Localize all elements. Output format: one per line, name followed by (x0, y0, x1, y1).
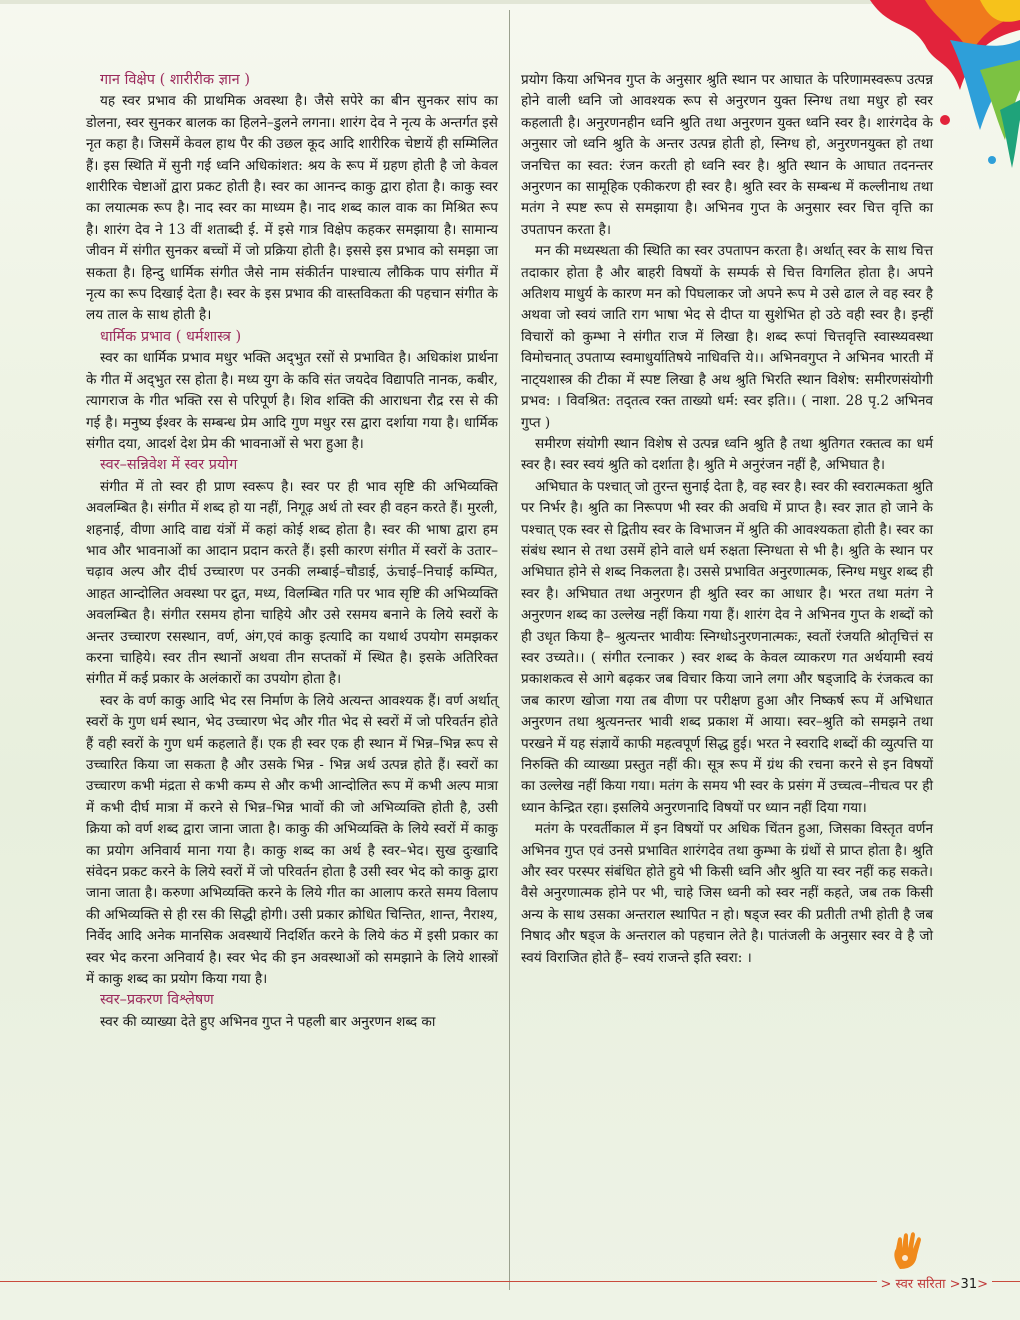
section-heading: स्वर–सन्निवेश में स्वर प्रयोग (100, 457, 238, 474)
paragraph: अभिघात के पश्चात् जो तुरन्त सुनाई देता है, वह स्वर है। स्वर की स्वरात्मकता श्रुति पर निर्भर है। श्रुति का निरूपण भी स्वर की अवधि में प्राप्त है। स्वर ज्ञात हो जाने के पश्चात् एक स्वर से द्वितीय स्वर के विभाजन में श्रुति की आवश्यकता होती है। स्वर का संबंध स्थान से तथा उसमें होने वाले धर्म रुक्षता स्निग्धता से भी है। श्रुति के स्थान पर अभिघात होने से शब्द निकलता है। उससे प्रभावित अनुरणात्मक, स्निग्ध मधुर शब्द ही स्वर है। अभिघात तथा अनुरणन ही श्रुति स्वर का आधार है। भरत तथा मतंग ने अनुरणन शब्द का उल्लेख नहीं किया गया हैं। शारंग देव ने अभिनव गुप्त के शब्दों को ही उधृत किया है– श्रुत्यन्तर भावीयः स्निग्धोऽनुरणनात्मकः, स्वतों रंजयति श्रोतृचित्तं स स्वर उच्यते।। ( संगीत रत्नाकर ) स्वर शब्द के केवल व्याकरण गत अर्थयामी स्वयं प्रकाशकत्व से आगे बढ़कर जब विचार किया जाने लगा और षड्‌जादि के रंजकत्व का जब कारण खोजा गया तब वीणा पर परीक्षण हुआ और निष्कर्ष रूप में अभिधात अनुरणन तथा श्रुत्यनन्तर भावी शब्द प्रकाश में आया। स्वर–श्रुति को समझने तथा परखने में यह संज्ञायें काफी महत्वपूर्ण सिद्ध हुई। भरत ने स्वरादि शब्दों की व्युत्पत्ति या निरुक्ति की व्याख्या प्रस्तुत नहीं की। सूत्र रूप में ग्रंथ की रचना करने से इन विषयों का उल्लेख नहीं किया गया। मतंग के समय भी स्वर के प्रसंग में उच्चत्व–नीचत्व पर ही ध्यान केन्द्रित रहा। इसलिये अनुरणनादि विषयों पर ध्यान नहीं दिया गया। (521, 478, 933, 816)
section-heading: धार्मिक प्रभाव ( धर्मशास्त्र ) (100, 328, 242, 345)
paragraph: स्वर का धार्मिक प्रभाव मधुर भक्ति अद्‌भुत रसों से प्रभावित है। अधिकांश प्रार्थना के गीत में अद्‌भुत रस होता है। मध्य युग के कवि संत जयदेव विद्यापति नानक, कबीर, त्यागराज के गीत भक्ति रस से परिपूर्ण है। शिव शक्ति की आराधना रौद्र रस से की गई है। मनुष्य ईश्वर के सम्बन्ध प्रेम आदि गुण मधुर रस द्वारा दर्शाया गया है। धार्मिक संगीत दया, आदर्श देश प्रेम की भावनाओं से भरा हुआ है। (86, 350, 498, 452)
column-divider (509, 10, 510, 1290)
paragraph: मन की मध्यस्थता की स्थिति का स्वर उपतापन करता है। अर्थात् स्वर के साथ चित्त तदाकार होता है और बाहरी विषयों के सम्पर्क से चित्त विगलित होता है। अपने अतिशय माधुर्य के कारण मन को पिघलाकर जो अपने रूप मे उसे ढाल ले वह स्वर है अथवा जो स्वयं जाति राग भाषा भेद से दीप्त या सुशेभित हो उठे वही स्वर है। इन्हीं विचारों को कुम्भा ने संगीत राज में लिखा है। शब्द रूपां चित्तवृत्ति स्वास्थ्यवस्था विमोचनात् उपताप्य स्वमाधुर्यातिषये नाधिवत्ति ये।। अभिनवगुप्त ने अभिनव भारती में नाट्‌यशास्त्र की टीका में स्पष्ट लिखा है अथ श्रुति भिरति स्थान विशेष: समीरणसंयोगी प्रभव: । विवश्रित: तद्‌तत्व रक्त ताख्यो धर्म: स्वर इति।। ( नाशा. 28 पृ.2 अभिनव गुप्त ) (521, 243, 933, 431)
paragraph: स्वर की व्याख्या देते हुए अभिनव गुप्त ने पहली बार अनुरणन शब्द का (100, 1013, 436, 1030)
section-heading: स्वर–प्रकरण विश्लेषण (100, 992, 214, 1009)
footer-end-mark: > (977, 1277, 988, 1292)
magazine-name: > स्वर सरिता > (880, 1277, 961, 1292)
paragraph: संगीत में तो स्वर ही प्राण स्वरूप है। स्वर पर ही भाव सृष्टि की अभिव्यक्ति अवलम्बित है। संगीत में शब्द हो या नहीं, निगूढ़ अर्थ तो स्वर ही वहन करते हैं। मुरली, शहनाई, वीणा आदि वाद्य यंत्रों में कहां कोई शब्द होता है। स्वर की भाषा द्वारा हम भाव और भावनाओं का आदान प्रदान करते हैं। इसी कारण संगीत में स्वरों के उतार–चढ़ाव अल्प और दीर्घ उच्चारण पर उनकी लम्बाई–चौडाई, ऊंचाई–निचाई कम्पित, आहत आन्दोलित अवस्था पर द्रुत, मध्य, विलम्बित गति पर भाव सृष्टि की अभिव्यक्ति अवलम्बित है। संगीत रसमय होना चाहिये और उसे रसमय बनाने के लिये स्वरों के अन्तर उच्चारण रसस्थान, वर्ण, अंग,एवं काकु इत्यादि का यथार्थ उपयोग समझकर करना चाहिये। स्वर तीन स्थानों अथवा तीन सप्तकों में स्थित है। इसके अतिरिक्त संगीत में कई प्रकार के अलंकारों का उपयोग होता है। (86, 478, 498, 688)
left-column (86, 70, 498, 1033)
paragraph: स्वर के वर्ण काकु आदि भेद रस निर्माण के लिये अत्यन्त आवश्यक हैं। वर्ण अर्थात् स्वरों के गुण धर्म स्थान, भेद उच्चारण भेद और गीत भेद से स्वरों में जो परिवर्तन होते हैं वही स्वरों के गुण धर्म कहलाते हैं। एक ही स्वर एक ही स्थान में भिन्न–भिन्न रूप से उच्चारित किया जा सकता है और उसके भिन्न - भिन्न अर्थ उत्पन्न होते हैं। स्वरों का उच्चारण कभी मंद्रता से कभी कम्प से और कभी आन्दोलित रूप में कभी अल्प मात्रा में कभी दीर्घ मात्रा में करने से भिन्न–भिन्न भावों की जो अभिव्यक्ति होती है, उसी क्रिया को वर्ण शब्द द्वारा जाना जाता है। काकु की अभिव्यक्ति के लिये स्वरों में काकु का प्रयोग अनिवार्य माना गया है। काकु शब्द का अर्थ है स्वर–भेद। सुख दुःखादि संवेदन प्रकट करने के लिये स्वरों में जो परिवर्तन होता है उसी स्वर भेद को काकु द्वारा जाना जाता है। करुणा अभिव्यक्ति करने के लिये गीत का आलाप करते समय विलाप की अभिव्यक्ति से ही रस की सिद्धी होगी। उसी प्रकार क्रोधित चिन्तित, शान्त, नैराश्य, निर्वेद आदि अनेक मानसिक अवस्थायें निदर्शित करने के लिये कंठ में इसी प्रकार का स्वर भेद करना अनिवार्य है। स्वर भेद की इन अवस्थाओं को समझाने के लिये शास्त्रों में काकु शब्द का प्रयोग किया गया है। (86, 692, 498, 988)
page-footer (877, 1274, 993, 1292)
paragraph: यह स्वर प्रभाव की प्राथमिक अवस्था है। जैसे सपेरे का बीन सुनकर सांप का डोलना, स्वर सुनकर बालक का हिलने–डुलने लगना। शारंग देव ने नृत्य के अन्तर्गत इसे नृत कहा है। जिसमें केवल हाथ पैर की उछल कूद आदि शारीरिक चेष्टायें ही सम्मिलित हैं। इस स्थिति में सुनी गई ध्वनि अधिकांशत: श्रय के रूप में ग्रहण होती है जो केवल शारीरिक चेष्टाओं द्वारा प्रकट होती है। स्वर का आनन्द काकु द्वारा होता है। काकु स्वर का लयात्मक रूप है। नाद स्वर का माध्यम है। नाद शब्द काल वाक का मिश्रित रूप है। शारंग देव ने 13 वीं शताब्दी ई. में इसे गात्र विक्षेप कहकर समझाया है। सामान्य जीवन में संगीत सुनकर बच्चों में जो प्रक्रिया होती है। इससे इस प्रभाव को समझा जा सकता है। हिन्दु धार्मिक संगीत जैसे नाम संकीर्तन पाश्चात्य लौकिक पाप संगीत में नृत्य का रूप दिखाई देता है। स्वर के इस प्रभाव की वास्तविकता की पहचान संगीत के लय ताल के साथ होती है। (86, 93, 498, 324)
section-heading: गान विक्षेप ( शारीरीक ज्ञान ) (100, 72, 250, 88)
footer-rule (0, 1281, 1020, 1282)
hand-print-icon (890, 1231, 926, 1271)
paragraph: मतंग के परवर्तीकाल में इन विषयों पर अधिक चिंतन हुआ, जिसका विस्तृत वर्णन अभिनव गुप्त एवं उनसे प्रभावित शारंगदेव तथा कुम्भा के ग्रंथों से प्राप्त होता है। श्रुति और स्वर परस्पर संबंधित होते हुये भी किसी ध्वनि और श्रुति या स्वर नहीं कह सकते। वैसे अनुरणात्मक होने पर भी, चाहे जिस ध्वनी को स्वर नहीं कहते, जब तक किसी अन्य के साथ उसका अन्तराल स्थापित न हो। षड्‌ज स्वर की प्रतीती तभी होती है जब निषाद और षड्‌ज के अन्तराल को पहचान लेते है। पातंजली के अनुसार स्वर वे है जो स्वयं विराजित होते हैं– स्वयं राजन्ते इति स्वरा: । (521, 821, 933, 966)
paragraph: प्रयोग किया अभिनव गुप्त के अनुसार श्रुति स्थान पर आघात के परिणामस्वरूप उत्पन्न होने वाली ध्वनि जो आवश्यक रूप से अनुरणन युक्त स्निग्ध तथा मधुर हो स्वर कहलाती है। अनुरणनहीन ध्वनि श्रुति तथा अनुरणन युक्त ध्वनि स्वर है। शारंगदेव के अनुसार जो ध्वनि श्रुति के अन्तर उत्पन्न होती हो, स्निग्ध हो, अनुरणनयुक्त हो तथा जनचित्त का स्वत: रंजन करती हो ध्वनि स्वर है। श्रुति स्थान के आघात तदनन्तर अनुरणन का सामूहिक एकीकरण ही स्वर है। श्रुति स्वर के सम्बन्ध में कल्लीनाथ तथा मतंग ने स्पष्ट रूप से समझाया है। अभिनव गुप्त के अनुसार स्वर चित्त वृत्ति का उपतापन करता है। (521, 72, 933, 238)
page-number: 31 (960, 1277, 978, 1292)
paragraph: समीरण संयोगी स्थान विशेष से उत्पन्न ध्वनि श्रुति है तथा श्रुतिगत रक्तत्व का धर्म स्वर है। स्वर स्वयं श्रुति को दर्शाता है। श्रुति मे अनुरंजन नहीं है, अभिघात है। (521, 435, 933, 474)
right-column (521, 70, 933, 969)
